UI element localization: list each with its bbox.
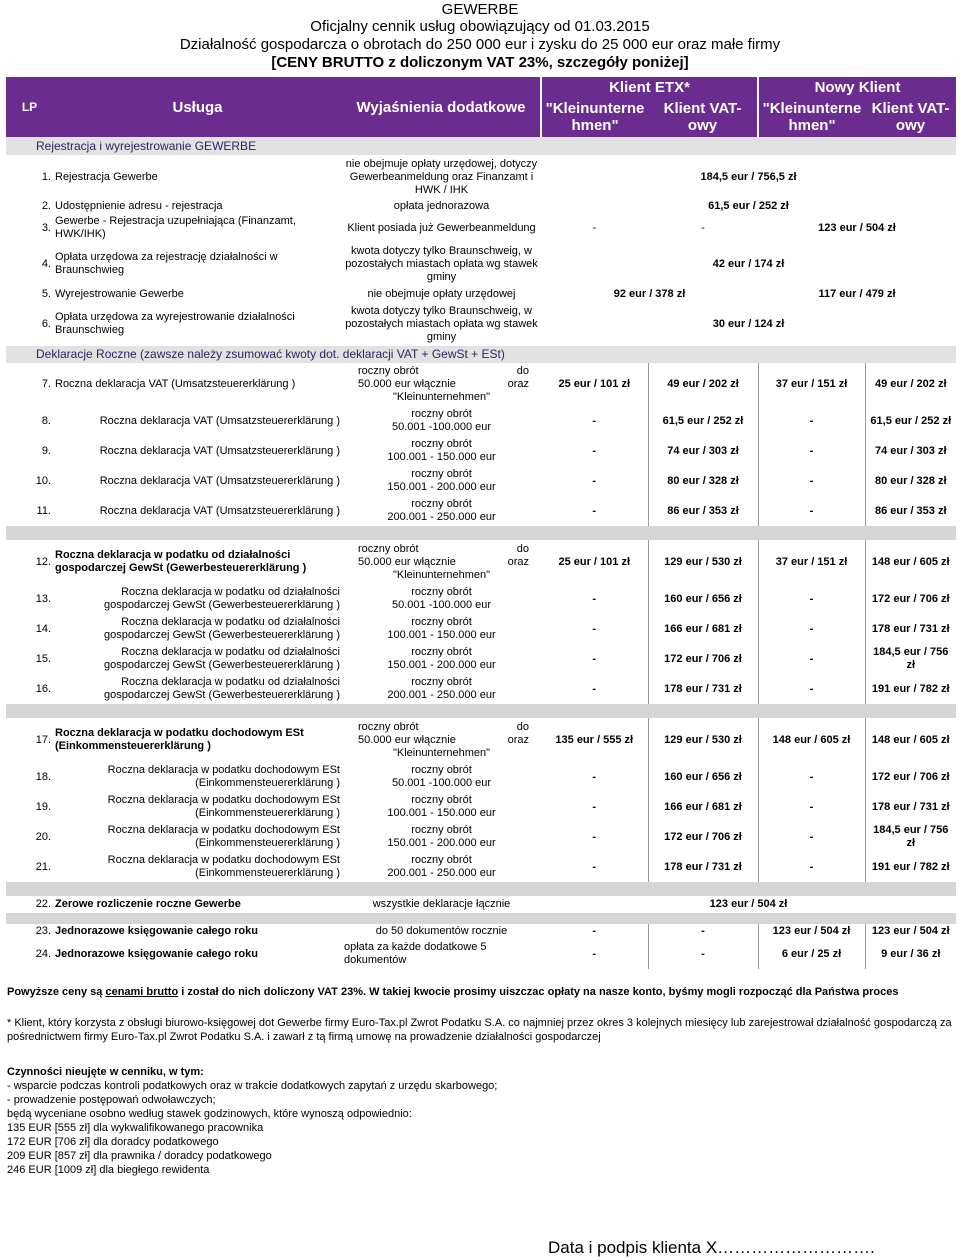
row-price: 42 eur / 174 zł <box>712 257 785 270</box>
row-note: kwota dotyczy tylko Braunschweig, w pozostałych miastach opłata wg stawek gminy <box>345 304 538 343</box>
section-registration-title: Rejestracja i wyrejestrowanie GEWERBE <box>36 138 257 153</box>
table-row <box>6 939 956 969</box>
page-header <box>0 2 960 72</box>
row-lp: 4. <box>41 257 51 270</box>
row-price-etx-vat: 129 eur / 530 zł <box>648 718 758 762</box>
list-item: będą wyceniane osobno według stawek godzinowych, które wynoszą odpowiednio: <box>7 1108 412 1120</box>
row-lp: 10. <box>35 474 51 487</box>
row-note: roczny obrót 100.001 - 150.000 eur <box>387 794 496 819</box>
table-row <box>6 155 956 199</box>
row-lp: 5. <box>41 287 51 300</box>
row-price-etx-vat: 74 eur / 303 zł <box>648 436 758 466</box>
brutto-note: Powyższe ceny są cenami brutto i został do nich doliczony VAT 23%. W takiej kwocie prosimy uiszczac opłaty na nasze konto, byśmy mogli rozpocząć dla Państwa proces <box>7 986 899 998</box>
table-row <box>6 242 956 286</box>
row-service: Roczna deklaracja w podatku od działalności gospodarczej GewSt (Gewerbesteuererklärung ) <box>103 646 340 671</box>
table-row <box>6 762 956 792</box>
row-lp: 19. <box>35 800 51 813</box>
row-price-new-vat: 184,5 eur / 756 zł <box>873 824 949 849</box>
table-row <box>6 718 956 762</box>
row-note: wszystkie deklaracje łącznie <box>372 898 511 910</box>
col-new-vat-header: Klient VAT-owy <box>871 100 950 134</box>
row-price-new-vat: 172 eur / 706 zł <box>871 770 950 783</box>
col-service-header: Usługa <box>172 98 223 116</box>
col-new-kleinunternehmen-header: "Kleinunterne hmen" <box>758 97 865 137</box>
list-item: 135 EUR [555 zł] dla wykwalifikowanego pracownika <box>7 1122 264 1134</box>
table-row <box>6 792 956 822</box>
row-price-etx-klein: - <box>541 436 648 466</box>
row-lp: 8. <box>41 414 51 427</box>
row-lp: 22. <box>35 898 51 910</box>
row-price-new-klein: 37 eur / 151 zł <box>758 540 865 584</box>
row-price-etx-klein: - <box>541 852 648 882</box>
row-price-new-vat: 178 eur / 731 zł <box>871 800 950 813</box>
col-notes-header: Wyjaśnienia dodatkowe <box>356 98 526 116</box>
table-row <box>6 214 956 242</box>
row-note: roczny obrót 150.001 - 200.000 eur <box>387 824 496 849</box>
row-note: roczny obrót 50.001 -100.000 eur <box>391 586 492 611</box>
table-row <box>6 896 956 913</box>
row-price-new-vat: 184,5 eur / 756 zł <box>873 646 949 671</box>
row-price-etx-vat: 172 eur / 706 zł <box>648 822 758 852</box>
row-lp: 15. <box>35 652 51 665</box>
table-row <box>6 286 956 302</box>
table-row <box>6 302 956 346</box>
row-service: Opłata urzędowa za wyrejestrowanie działalności Braunschwieg <box>55 311 295 336</box>
row-price-new-klein: 148 eur / 605 zł <box>758 718 865 762</box>
row-price-new-klein: - <box>758 762 865 792</box>
row-price-etx-klein: 25 eur / 101 zł <box>541 363 648 406</box>
col-etx-kleinunternehmen-header: "Kleinunterne hmen" <box>541 97 648 137</box>
row-note: roczny obrót 100.001 - 150.000 eur <box>387 438 496 463</box>
table-row <box>6 540 956 584</box>
row-price-etx-vat: 178 eur / 731 zł <box>648 852 758 882</box>
row-lp: 3. <box>41 221 51 234</box>
row-price-etx-klein: - <box>541 644 648 674</box>
row-price-etx-klein: - <box>541 584 648 614</box>
row-note: Klient posiada już Gewerbeanmeldung <box>347 221 536 234</box>
row-service: Wyrejestrowanie Gewerbe <box>55 287 184 300</box>
list-item: 246 EUR [1009 zł] dla biegłego rewidenta <box>7 1164 210 1176</box>
row-price-new-klein: - <box>758 614 865 644</box>
row-service: Roczna deklaracja w podatku dochodowym ESt (Einkommensteuererklärung ) <box>107 854 340 879</box>
row-service: Roczna deklaracja w podatku od działalności gospodarczej GewSt (Gewerbesteuererklärung ) <box>103 616 340 641</box>
row-price-etx-klein: 25 eur / 101 zł <box>541 540 648 584</box>
extra-services <box>7 1065 953 1177</box>
row-service: Roczna deklaracja VAT (Umsatzsteuererklärung ) <box>55 378 296 390</box>
row-note: roczny obrót 150.001 - 200.000 eur <box>387 468 496 493</box>
row-price-etx: 92 eur / 378 zł <box>613 287 686 300</box>
separator-row <box>6 704 956 718</box>
row-service: Zerowe rozliczenie roczne Gewerbe <box>55 898 241 910</box>
row-service: Udostępnienie adresu - rejestracja <box>55 200 223 212</box>
row-price-new-klein: - <box>758 436 865 466</box>
row-price-etx-vat: 129 eur / 530 zł <box>648 540 758 584</box>
row-lp: 14. <box>35 622 51 635</box>
page-subtitle-validity: Oficjalny cennik usług obowiązujący od 01.03.2015 <box>310 18 650 35</box>
table-row <box>6 199 956 214</box>
row-price-new-klein: - <box>758 496 865 526</box>
row-lp: 17. <box>35 733 51 746</box>
row-price-etx-vat: - <box>648 939 758 969</box>
row-lp: 16. <box>35 682 51 695</box>
separator-row <box>6 882 956 896</box>
page-subtitle-scope: Działalność gospodarcza o obrotach do 250 000 eur i zysku do 25 000 eur oraz małe firmy <box>179 36 781 53</box>
signature-line: Data i podpis klienta X………………………. <box>548 1238 875 1257</box>
row-price-new-vat: 9 eur / 36 zł <box>881 947 941 960</box>
page-title: GEWERBE <box>441 1 519 18</box>
col-etx-client-header: Klient ETX* <box>541 77 758 97</box>
row-note: roczny obrót 200.001 - 250.000 eur <box>387 498 496 523</box>
row-price-new-vat: 86 eur / 353 zł <box>874 504 947 517</box>
row-lp: 23. <box>35 925 51 937</box>
row-price-new-klein: 6 eur / 25 zł <box>758 939 865 969</box>
col-etx-vat-header: Klient VAT-owy <box>663 100 742 134</box>
row-price-new-klein: 123 eur / 504 zł <box>758 924 865 939</box>
row-price-new-vat: 191 eur / 782 zł <box>871 860 950 873</box>
row-price-etx-vat: 166 eur / 681 zł <box>648 614 758 644</box>
row-service: Jednorazowe księgowanie całego roku <box>55 925 258 937</box>
row-service: Rejestracja Gewerbe <box>55 170 158 183</box>
row-note: nie obejmuje opłaty urzędowej <box>367 287 516 300</box>
row-price-new-vat: 123 eur / 504 zł <box>871 925 950 937</box>
row-price-etx-vat: 49 eur / 202 zł <box>648 363 758 406</box>
row-price-new-klein: - <box>758 644 865 674</box>
row-price-new-vat: 191 eur / 782 zł <box>871 682 950 695</box>
row-price-new: 123 eur / 504 zł <box>818 221 896 234</box>
row-service: Roczna deklaracja VAT (Umsatzsteuererklärung ) <box>99 414 340 427</box>
row-price-new-klein: - <box>758 852 865 882</box>
row-price-new-klein: 37 eur / 151 zł <box>758 363 865 406</box>
col-new-client-header: Nowy Klient <box>758 77 956 97</box>
row-lp: 9. <box>41 444 51 457</box>
row-price-etx-klein: - <box>541 496 648 526</box>
table-row <box>6 584 956 614</box>
extra-services-title: Czynności nieujęte w cenniku, w tym: <box>7 1066 204 1078</box>
row-lp: 1. <box>41 170 51 183</box>
row-price-new-klein: - <box>758 406 865 436</box>
row-service: Roczna deklaracja w podatku dochodowym ESt (Einkommensteuererklärung ) <box>107 794 340 819</box>
row-price-new: 117 eur / 479 zł <box>818 287 896 300</box>
row-service: Roczna deklaracja w podatku od działalności gospodarczej GewSt (Gewerbesteuererklärung ) <box>55 549 307 574</box>
row-lp: 11. <box>36 504 51 517</box>
row-price-new-vat: 178 eur / 731 zł <box>871 622 950 635</box>
row-price-new-klein: - <box>758 822 865 852</box>
row-note: roczny obrót 50.001 -100.000 eur <box>391 764 492 789</box>
row-lp: 13. <box>35 592 51 605</box>
row-price-new-klein: - <box>758 466 865 496</box>
page-subtitle-prices: [CENY BRUTTO z doliczonym VAT 23%, szczegóły poniżej] <box>271 54 689 71</box>
row-price-new-klein: - <box>758 584 865 614</box>
row-price-etx-klein: - <box>541 406 648 436</box>
table-row <box>6 496 956 526</box>
row-note: roczny obrót 100.001 - 150.000 eur <box>387 616 496 641</box>
table-row <box>6 614 956 644</box>
list-item: 209 EUR [857 zł] dla prawnika / doradcy podatkowego <box>7 1150 272 1162</box>
row-service: Roczna deklaracja VAT (Umsatzsteuererklärung ) <box>99 504 340 517</box>
row-price-etx-vat: - <box>701 221 705 234</box>
row-price-etx-klein: - <box>541 674 648 704</box>
row-note: roczny obrót 50.001 -100.000 eur <box>391 408 492 433</box>
row-service: Roczna deklaracja w podatku dochodowym ESt (Einkommensteuererklärung ) <box>107 824 340 849</box>
row-service: Roczna deklaracja w podatku dochodowym ESt (Einkommensteuererklärung ) <box>55 727 304 752</box>
row-price-new-klein: - <box>758 674 865 704</box>
table-row <box>6 363 956 406</box>
row-lp: 18. <box>35 770 51 783</box>
row-price-etx-vat: - <box>648 924 758 939</box>
row-note: roczny obrót 200.001 - 250.000 eur <box>387 676 496 701</box>
row-note: roczny obrót 150.001 - 200.000 eur <box>387 646 496 671</box>
row-lp: 6. <box>41 317 51 330</box>
row-price: 30 eur / 124 zł <box>712 317 785 330</box>
separator-row <box>6 913 956 924</box>
row-note: opłata jednorazowa <box>393 200 490 212</box>
row-note: kwota dotyczy tylko Braunschweig, w pozostałych miastach opłata wg stawek gminy <box>345 244 538 283</box>
row-note: nie obejmuje opłaty urzędowej, dotyczy Gewerbeanmeldung oraz Finanzamt i HWK / IHK <box>345 157 538 196</box>
row-service: Opłata urzędowa za rejestrację działalności w Braunschwieg <box>55 251 278 276</box>
row-note: roczny obrót do 50.000 eur włącznie oraz "Kleinunternehmen" <box>358 365 529 403</box>
row-price-new-vat: 80 eur / 328 zł <box>874 474 947 487</box>
row-price: 123 eur / 504 zł <box>709 898 788 910</box>
row-service: Jednorazowe księgowanie całego roku <box>55 947 258 960</box>
row-price-etx-klein: - <box>541 822 648 852</box>
row-note: opłata za każde dodatkowe 5 dokumentów <box>344 941 487 966</box>
table-row <box>6 644 956 674</box>
table-row <box>6 822 956 852</box>
list-item: - prowadzenie postępowań odwoławczych; <box>7 1094 216 1106</box>
table-row <box>6 406 956 436</box>
row-price-etx-vat: 80 eur / 328 zł <box>648 466 758 496</box>
table-row <box>6 924 956 939</box>
row-note: roczny obrót do 50.000 eur włącznie oraz "Kleinunternehmen" <box>358 720 529 759</box>
row-price: 61,5 eur / 252 zł <box>708 200 789 212</box>
row-price-etx-klein: - <box>541 466 648 496</box>
list-item: 172 EUR [706 zł] dla doradcy podatkowego <box>7 1136 219 1148</box>
row-lp: 20. <box>35 830 51 843</box>
table-row <box>6 674 956 704</box>
row-price-etx-klein: - <box>541 792 648 822</box>
row-note: do 50 dokumentów rocznie <box>375 925 508 937</box>
price-table <box>6 77 956 969</box>
row-price-new-vat: 172 eur / 706 zł <box>871 592 950 605</box>
row-price-new-vat: 148 eur / 605 zł <box>871 555 950 568</box>
row-price-etx-vat: 160 eur / 656 zł <box>648 584 758 614</box>
row-price-etx-klein: - <box>541 939 648 969</box>
section-registration <box>6 137 956 155</box>
section-declarations-title: Deklaracje Roczne (zawsze należy zsumować kwoty dot. deklaracji VAT + GewSt + ESt) <box>36 347 505 361</box>
row-price-etx-vat: 178 eur / 731 zł <box>648 674 758 704</box>
row-price-etx-vat: 86 eur / 353 zł <box>648 496 758 526</box>
row-price-new-vat: 49 eur / 202 zł <box>874 378 947 390</box>
row-lp: 7. <box>41 378 51 390</box>
row-price-etx-klein: - <box>592 221 597 234</box>
row-price-new-vat: 148 eur / 605 zł <box>871 733 950 746</box>
row-price-etx-klein: 135 eur / 555 zł <box>541 718 648 762</box>
row-note: roczny obrót do 50.000 eur włącznie oraz "Kleinunternehmen" <box>358 542 529 581</box>
row-service: Roczna deklaracja w podatku od działalności gospodarczej GewSt (Gewerbesteuererklärung ) <box>103 586 340 611</box>
row-price: 184,5 eur / 756,5 zł <box>700 170 797 183</box>
row-price-etx-klein: - <box>541 614 648 644</box>
row-lp: 21. <box>35 860 51 873</box>
row-price-etx-vat: 160 eur / 656 zł <box>648 762 758 792</box>
list-item: - wsparcie podczas kontroli podatkowych oraz w trakcie dodatkowych zapytań z urzędu skarbowego; <box>7 1080 498 1092</box>
section-declarations <box>6 346 956 363</box>
col-lp-header: LP <box>21 99 38 114</box>
row-price-etx-klein: - <box>541 924 648 939</box>
row-price-etx-vat: 61,5 eur / 252 zł <box>648 406 758 436</box>
client-footnote: * Klient, który korzysta z obsługi biurowo-księgowej dot Gewerbe firmy Euro-Tax.pl Zwrot Podatku S.A. co najmniej przez okres 3 kolejnych miesięcy lub zarejestrował działalność gospodarczą za pośrednictwem firmy Euro-Tax.pl Zwrot Podatku S.A. i zawarł z tą firmą umowę na prowadzenie działalności gospodarczej <box>7 1017 952 1043</box>
row-price-new-vat: 74 eur / 303 zł <box>874 444 947 457</box>
table-row <box>6 852 956 882</box>
row-price-new-vat: 61,5 eur / 252 zł <box>870 414 952 427</box>
row-lp: 12. <box>35 555 51 568</box>
table-row <box>6 466 956 496</box>
row-price-etx-vat: 166 eur / 681 zł <box>648 792 758 822</box>
separator-row <box>6 526 956 540</box>
row-price-etx-vat: 172 eur / 706 zł <box>648 644 758 674</box>
table-header-row <box>6 77 956 97</box>
row-price-etx-klein: - <box>541 762 648 792</box>
row-service: Gewerbe - Rejestracja uzupełniająca (Finanzamt, HWK/IHK) <box>55 215 296 240</box>
row-service: Roczna deklaracja VAT (Umsatzsteuererklärung ) <box>99 444 340 457</box>
row-service: Roczna deklaracja VAT (Umsatzsteuererklärung ) <box>99 474 340 487</box>
row-service: Roczna deklaracja w podatku dochodowym ESt (Einkommensteuererklärung ) <box>107 764 340 789</box>
table-row <box>6 436 956 466</box>
row-price-new-klein: - <box>758 792 865 822</box>
row-lp: 2. <box>41 200 51 212</box>
row-note: roczny obrót 200.001 - 250.000 eur <box>387 854 496 879</box>
row-service: Roczna deklaracja w podatku od działalności gospodarczej GewSt (Gewerbesteuererklärung ) <box>103 676 340 701</box>
row-lp: 24. <box>35 947 51 960</box>
